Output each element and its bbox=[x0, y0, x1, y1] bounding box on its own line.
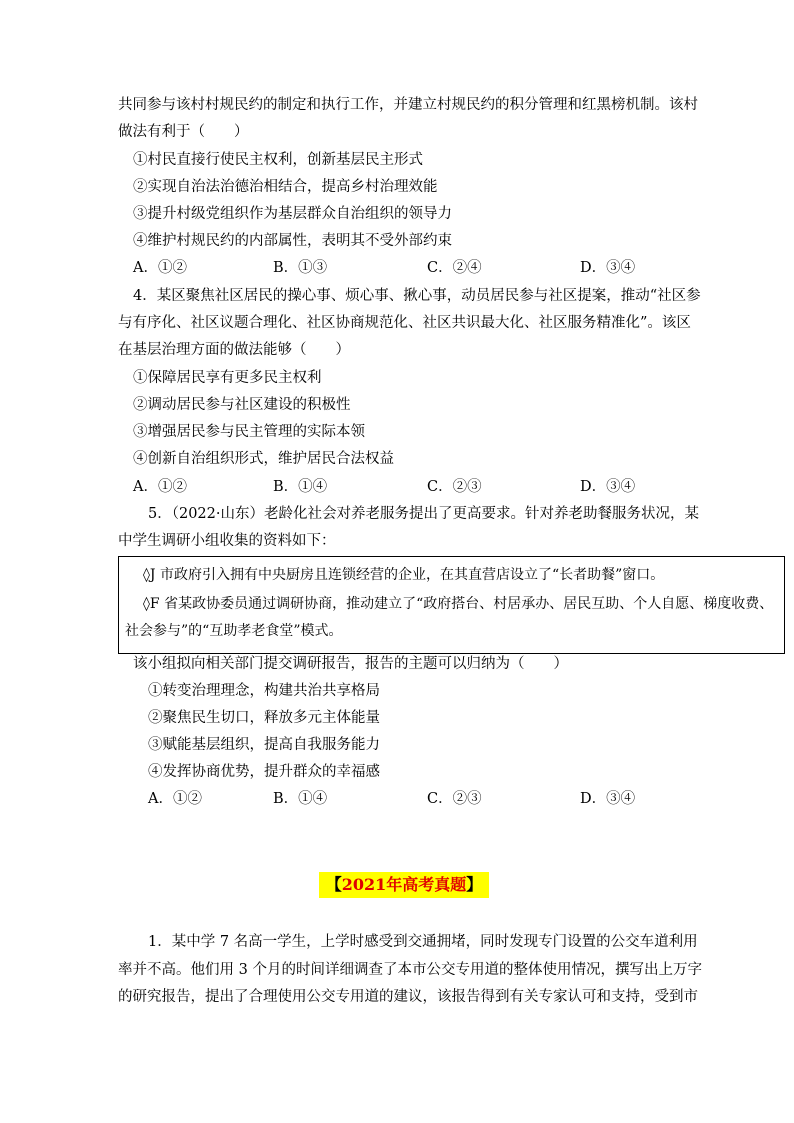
q5-material-line-1: ◊J 市政府引入拥有中央厨房且连锁经营的企业，在其直营店设立了“长者助餐”窗口。 bbox=[143, 567, 665, 583]
q4-option-d: D．③④ bbox=[580, 479, 636, 495]
q4-item-2: ②调动居民参与社区建设的积极性 bbox=[133, 397, 351, 413]
q5-item-4: ④发挥协商优势，提升群众的幸福感 bbox=[148, 764, 380, 780]
q3-item-3: ③提升村级党组织作为基层群众自治组织的领导力 bbox=[133, 206, 452, 222]
q5-stem-line-3: 该小组拟向相关部门提交调研报告，报告的主题可以归纳为（ ） bbox=[133, 656, 568, 672]
q5-material-line-3: 社会参与”的“互助孝老食堂”模式。 bbox=[125, 623, 343, 639]
q5-item-2: ②聚焦民生切口，释放多元主体能量 bbox=[148, 710, 380, 726]
section-heading-close-bracket: 】 bbox=[466, 875, 483, 894]
q4-item-1: ①保障居民享有更多民主权利 bbox=[133, 370, 322, 386]
section-heading-title: 2021年高考真题 bbox=[341, 875, 467, 894]
q5-option-d: D．③④ bbox=[580, 791, 636, 807]
q4-stem-line-3: 在基层治理方面的做法能够（ ） bbox=[118, 342, 350, 358]
q5-stem-line-1: 5．（2022·山东）老龄化社会对养老服务提出了更高要求。针对养老助餐服务状况，某 bbox=[148, 506, 699, 522]
q5-material-box bbox=[118, 556, 785, 654]
q3-option-b: B．①③ bbox=[273, 260, 328, 276]
q5-option-b: B．①④ bbox=[273, 791, 328, 807]
q2021-1-line-2: 率并不高。他们用 3 个月的时间详细调查了本市公交专用道的整体使用情况，撰写出上万字 bbox=[118, 962, 702, 978]
q4-item-4: ④创新自治组织形式，维护居民合法权益 bbox=[133, 451, 394, 467]
q2021-1-line-1: 1．某中学 7 名高一学生，上学时感受到交通拥堵，同时发现专门设置的公交车道利用 bbox=[148, 934, 698, 950]
q3-item-1: ①村民直接行使民主权利，创新基层民主形式 bbox=[133, 152, 423, 168]
q4-option-b: B．①④ bbox=[273, 479, 328, 495]
q3-option-a: A．①② bbox=[133, 260, 187, 276]
q3-item-4: ④维护村规民约的内部属性，表明其不受外部约束 bbox=[133, 233, 452, 249]
q5-material-line-2: ◊F 省某政协委员通过调研协商，推动建立了“政府搭台、村居承办、居民互助、个人自愿、梯度收费、 bbox=[143, 596, 774, 612]
q5-option-a: A．①② bbox=[148, 791, 202, 807]
q3-stem-line-2: 做法有利于（ ） bbox=[118, 124, 249, 140]
q3-option-c: C．②④ bbox=[427, 260, 482, 276]
q2021-1-line-3: 的研究报告，提出了合理使用公交专用道的建议，该报告得到有关专家认可和支持，受到市 bbox=[118, 989, 698, 1005]
section-heading bbox=[319, 872, 489, 898]
q5-item-1: ①转变治理理念，构建共治共享格局 bbox=[148, 683, 380, 699]
q4-item-3: ③增强居民参与民主管理的实际本领 bbox=[133, 424, 365, 440]
q3-option-d: D．③④ bbox=[580, 260, 636, 276]
q3-item-2: ②实现自治法治德治相结合，提高乡村治理效能 bbox=[133, 179, 438, 195]
section-heading-open-bracket: 【 bbox=[325, 875, 342, 894]
q5-option-c: C．②③ bbox=[427, 791, 482, 807]
q3-stem-line-1: 共同参与该村村规民约的制定和执行工作，并建立村规民约的积分管理和红黑榜机制。该村 bbox=[118, 97, 698, 113]
q4-stem-line-1: 4．某区聚焦社区居民的操心事、烦心事、揪心事，动员居民参与社区提案，推动“社区参 bbox=[133, 288, 701, 304]
q4-stem-line-2: 与有序化、社区议题合理化、社区协商规范化、社区共识最大化、社区服务精准化”。该区 bbox=[118, 315, 691, 331]
q4-option-a: A．①② bbox=[133, 479, 187, 495]
q5-item-3: ③赋能基层组织，提高自我服务能力 bbox=[148, 737, 380, 753]
q5-stem-line-2: 中学生调研小组收集的资料如下： bbox=[118, 533, 336, 549]
q4-option-c: C．②③ bbox=[427, 479, 482, 495]
